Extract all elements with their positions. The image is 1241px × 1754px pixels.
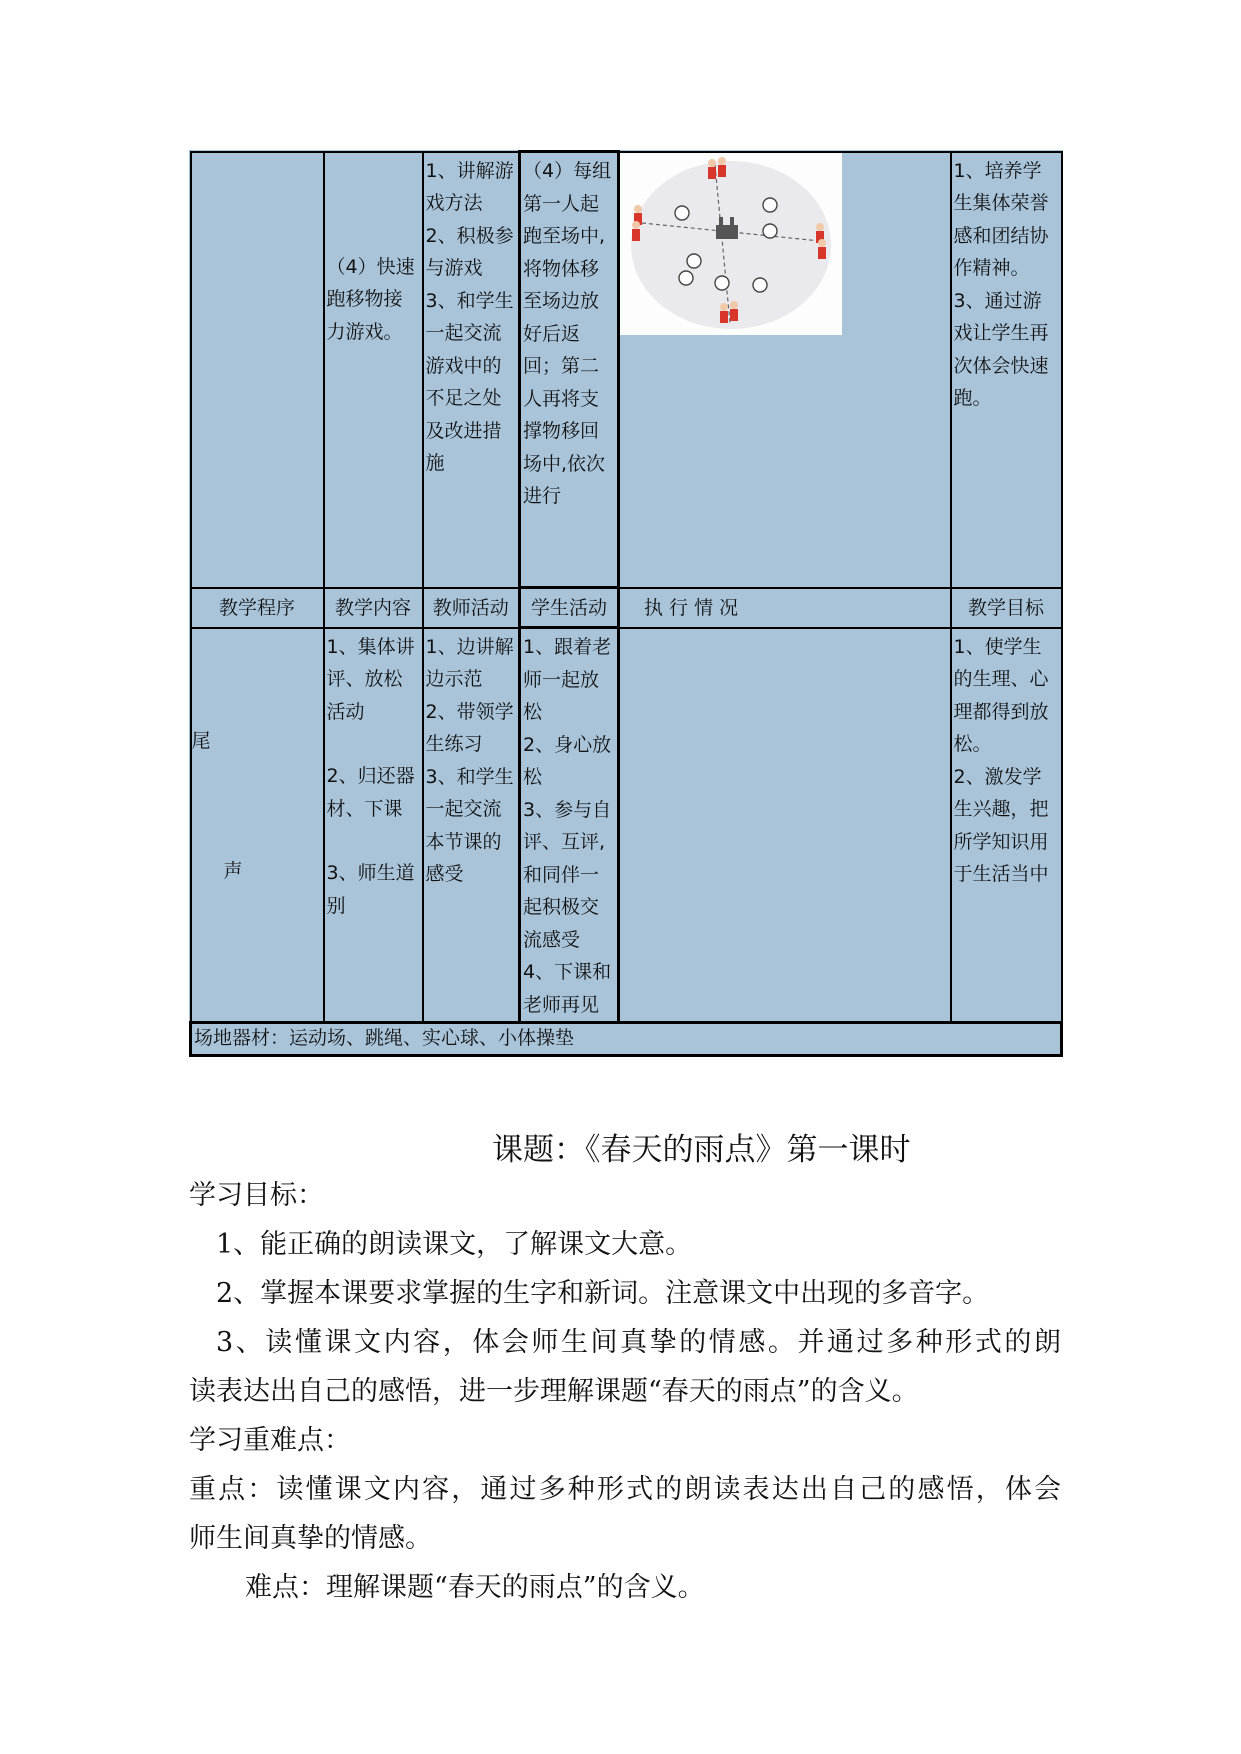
execution-cell (619, 628, 951, 1023)
goal-item: 1、使学生的生理、心理都得到放松。 (953, 635, 1049, 755)
goal-cell (951, 152, 1062, 588)
content-cell (324, 152, 423, 588)
key-point-continued: 师生间真挚的情感。 (189, 1523, 432, 1554)
footer-row (191, 1023, 1062, 1056)
teacher-step: 1、边讲解边示范 (425, 635, 514, 690)
teacher-step: 2、带领学生练习 (425, 700, 514, 755)
goals-heading: 学习目标： (189, 1180, 324, 1211)
goal-item-continued: 读表达出自己的感悟，进一步理解课题“春天的雨点”的含义。 (189, 1376, 919, 1407)
program-cell (191, 628, 324, 1023)
header-program: 教学程序 (191, 588, 324, 628)
program-label: 声 (223, 859, 243, 882)
goal-item: 3、读懂课文内容，体会师生间真挚的情感。并通过多种形式的朗 (216, 1327, 1061, 1358)
header-student: 学生活动 (520, 588, 619, 628)
table-row (191, 152, 1062, 588)
content-text: （4）快速跑移物接力游戏。 (326, 255, 415, 343)
difficult-point: 难点：理解课题“春天的雨点”的含义。 (245, 1572, 705, 1603)
teacher-step: 3、和学生一起交流游戏中的不足之处及改进措施 (425, 289, 514, 474)
header-content: 教学内容 (324, 588, 423, 628)
teacher-step: 1、讲解游戏方法 (425, 159, 514, 214)
goal-item: 1、能正确的朗读课文，了解课文大意。 (216, 1229, 693, 1260)
goal-item: 2、激发学生兴趣，把所学知识用于生活当中 (953, 765, 1049, 885)
goal-item: 1、培养学生集体荣誉感和团结协作精神。 (953, 159, 1049, 279)
equipment-note: 场地器材：运动场、跳绳、实心球、小体操垫 (191, 1023, 1062, 1056)
page-title: 课题：《春天的雨点》第一课时 (492, 1132, 911, 1168)
content-cell (324, 628, 423, 1023)
header-goal: 教学目标 (951, 588, 1062, 628)
header-teacher: 教师活动 (423, 588, 520, 628)
teacher-cell (423, 628, 520, 1023)
student-cell (520, 628, 619, 1023)
header-execution: 执 行 情 况 (619, 588, 951, 628)
program-label: 尾 (191, 729, 211, 752)
program-cell (191, 152, 324, 588)
student-step: 3、参与自评、互评,和同伴一起积极交流感受 (523, 798, 612, 951)
content-item: 1、集体讲评、放松活动 (326, 635, 415, 723)
goal-cell (951, 628, 1062, 1023)
teacher-step: 3、和学生一起交流本节课的感受 (425, 765, 514, 885)
relay-game-diagram (620, 153, 842, 335)
student-text: （4）每组第一人起跑至场中,将物体移至场边放好后返回；第二人再将支撑物移回场中,依次进行 (523, 160, 612, 507)
student-cell (520, 152, 619, 588)
key-point: 重点：读懂课文内容，通过多种形式的朗读表达出自己的感悟，体会 (189, 1474, 1061, 1505)
content-item: 3、师生道别 (326, 862, 415, 917)
content-item: 2、归还器材、下课 (326, 765, 415, 820)
student-step: 2、身心放松 (523, 733, 612, 788)
lesson-plan-table (189, 150, 1063, 1057)
student-step: 4、下课和老师再见 (523, 961, 612, 1016)
goal-item: 2、掌握本课要求掌握的生字和新词。注意课文中出现的多音字。 (216, 1278, 990, 1309)
table-row (191, 628, 1062, 1023)
goal-item: 3、通过游戏让学生再次体会快速跑。 (953, 289, 1049, 409)
teacher-cell (423, 152, 520, 588)
student-step: 1、跟着老师一起放松 (523, 636, 612, 723)
teacher-step: 2、积极参与游戏 (425, 224, 514, 279)
header-row (191, 588, 1062, 628)
execution-cell (619, 152, 951, 588)
key-points-heading: 学习重难点： (189, 1425, 351, 1456)
